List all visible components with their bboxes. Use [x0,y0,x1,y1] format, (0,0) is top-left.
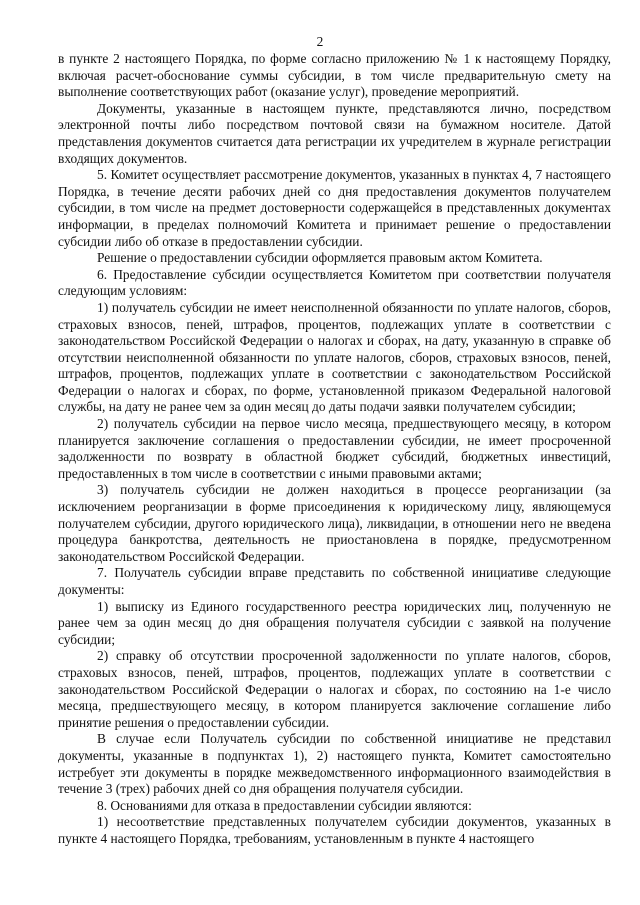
paragraph-item-7-document-2: 2) справку об отсутствии просроченной задолженности по уплате налогов, сборов, страховых взносов, пеней, штрафов, процентов, подлежащих уплате в соответствии с законодательством Российской Федерации о налогах и сборах, по состоянию на 1-е число месяца, предшествующего месяцу, в котором планируется заключение соглашение либо принятие решения о предоставлении субсидии. [58,648,611,730]
paragraph-documents-submission: Документы, указанные в настоящем пункте, представляются лично, посредством электронной почты либо посредством почтовой связи на бумажном носителе. Датой представления документов считается дата регистрации их учредителем в журнале регистрации входящих документов. [58,100,611,166]
paragraph-item-8: 8. Основаниями для отказа в предоставлении субсидии являются: [97,797,472,813]
paragraph-item-7-document-1: 1) выписку из Единого государственного реестра юридических лиц, полученную не ранее чем за один месяц до дня обращения получателя субсидии с заявкой на получение субсидии; [58,598,611,647]
page-number: 2 [316,34,324,49]
paragraph-interagency-request: В случае если Получатель субсидии по собственной инициативе не представил документы, указанные в подпунктах 1), 2) настоящего пункта, Комитет самостоятельно истребует эти документы в порядке межведомственного информационного взаимодействия в течение 3 (трех) рабочих дней со дня обращения получателя субсидии. [58,731,611,797]
paragraph-item-6-condition-2: 2) получатель субсидии на первое число месяца, предшествующего месяцу, в котором планируется заключение соглашения о предоставлении субсидии, не имеет просроченной задолженности по возврату в областной бюджет субсидий, бюджетных инвестиций, предоставленных в том числе в соответствии с иными правовыми актами; [58,416,611,481]
paragraph-decision: Решение о предоставлении субсидии оформляется правовым актом Комитета. [97,250,543,266]
document-body [58,51,611,848]
paragraph-item-6-condition-3: 3) получатель субсидии не должен находиться в процессе реорганизации (за исключением реорганизации в форме присоединения к юридическому лицу, являющемуся получателем субсидии, другого юридического лица), ликвидации, в отношении него не введена процедура банкротства, деятельность не приостановлена в порядке, предусмотренном законодательством Российской Федерации. [58,482,611,564]
paragraph-item-5: 5. Комитет осуществляет рассмотрение документов, указанных в пунктах 4, 7 настоящего Порядка, в течение десяти рабочих дней со дня предоставления документов получателем субсидии, в том числе на предмет достоверности содержащейся в представленных документах информации, в пределах полномочий Комитета и принимает решение о предоставлении субсидии либо об отказе в предоставлении субсидии. [58,167,611,249]
paragraph-item-7: 7. Получатель субсидии вправе представить по собственной инициативе следующие документы: [58,565,611,597]
paragraph-item-6: 6. Предоставление субсидии осуществляется Комитетом при соответствии получателя следующим условиям: [58,266,611,299]
paragraph-item-6-condition-1: 1) получатель субсидии не имеет неисполненной обязанности по уплате налогов, сборов, страховых взносов, пеней, штрафов, процентов, подлежащих уплате в соответствии с законодательством Российской Федерации о налогах и сборах, на дату, указанную в справке об отсутствии неисполненной обязанности по уплате налогов, сборов, страховых взносов, пеней, штрафов, процентов, подлежащих уплате в соответствии с законодательством Российской Федерации о налогах и сборах, по форме, установленной приказом Федеральной налоговой службы, на дату не ранее чем за один месяц до даты подачи заявки получателем субсидии; [58,299,611,415]
paragraph-continuation: в пункте 2 настоящего Порядка, по форме согласно приложению № 1 к настоящему Порядку, включая расчет-обоснование суммы субсидии, в том числе предварительную смету на выполнение соответствующих работ (оказание услуг), проведение мероприятий. [58,51,611,100]
paragraph-item-8-reason-1: 1) несоответствие представленных получателем субсидии документов, указанных в пункте 4 настоящего Порядка, требованиям, установленным в пункте 4 настоящего [58,814,611,846]
